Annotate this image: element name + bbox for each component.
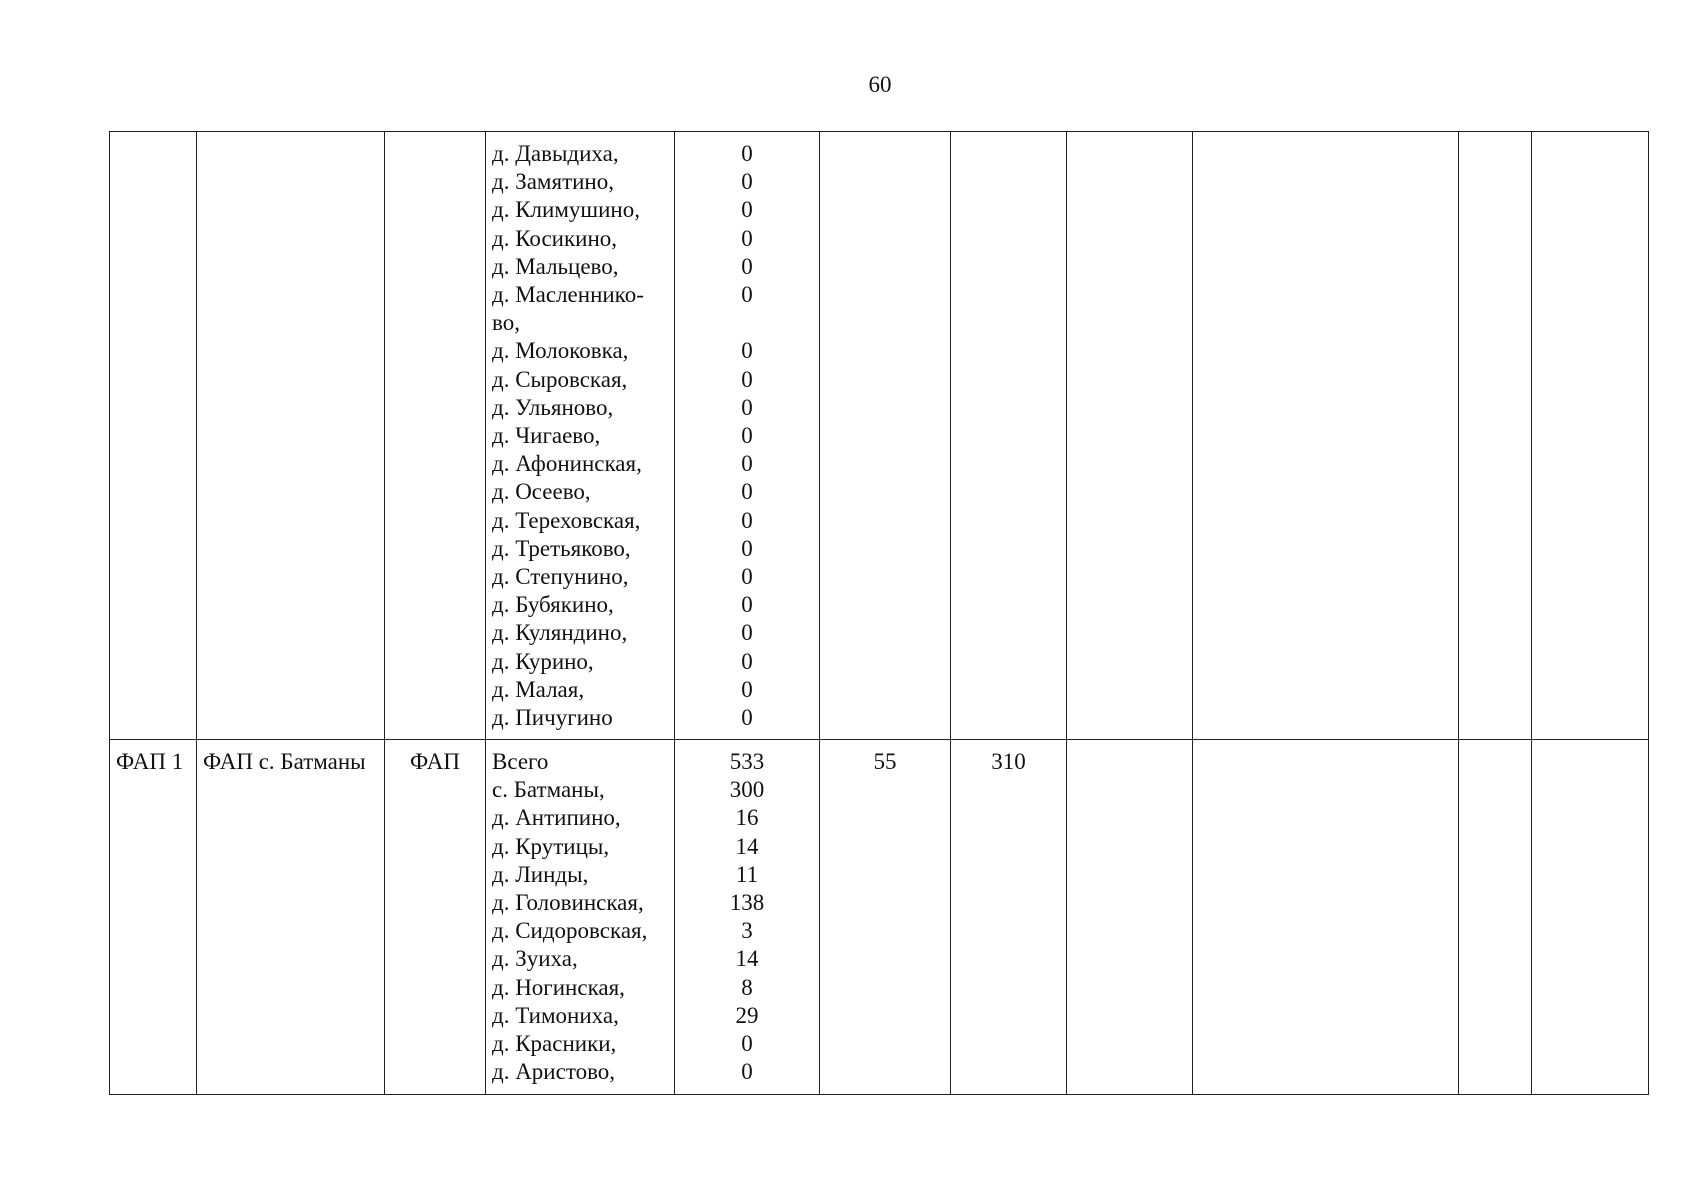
settlement-name: д. Афонинская, [492,451,642,477]
settlement-name: д. Пичугино [492,705,613,731]
population-value: 0 [741,676,753,702]
settlement-name: д. Третьяково, [492,535,631,561]
settlement-name: д. Антипино, [492,805,621,831]
population-value: 0 [741,366,753,392]
population-value: 11 [735,861,759,887]
column-7-cell [951,132,1067,740]
population-value: 0 [741,394,753,420]
population-value: 0 [741,253,753,279]
population-value: 0 [741,535,753,561]
population-value: 0 [741,451,753,477]
population-value: 0 [741,564,753,590]
facility-name-cell [197,132,385,740]
settlement-name: д. Зуиха, [492,946,578,972]
settlement-name: д. Давыдиха, [492,141,619,166]
population-value: 0 [741,423,753,449]
table-row [110,132,1649,740]
population-value: 0 [741,1059,753,1085]
population-value: 0 [741,705,753,731]
settlement-name: д. Ульяново, [492,394,614,420]
settlement-name: д. Замятино, [492,169,614,195]
column-6-cell [820,132,951,740]
settlement-name: д. Аристово, [492,1059,616,1085]
facility-name-cell: ФАП с. Батманы [197,740,385,1095]
population-value: 0 [741,338,753,364]
settlement-name: д. Сыровская, [492,366,628,392]
population-value: 0 [741,479,753,505]
settlement-name: д. Чигаево, [492,423,601,449]
population-value: 0 [741,507,753,533]
table-body [110,132,1649,1095]
empty-cell [1532,132,1649,740]
settlement-name: д. Климушино, [492,197,640,223]
population-value: 0 [741,620,753,646]
settlement-name: с. Батманы, [492,777,605,803]
settlement-name: д. Крутицы, [492,833,610,859]
settlements-cell [486,740,675,1095]
facility-code-cell [110,132,197,740]
population-value: 0 [741,169,753,195]
settlement-name: во, [492,310,520,336]
column-6-cell: 55 [820,740,951,1095]
settlement-name: д. Молоковка, [492,338,629,364]
settlement-name: д. Тимониха, [492,1002,619,1028]
settlement-name: д. Красники, [492,1031,617,1057]
population-value: 8 [741,974,753,1000]
population-value: 14 [735,946,759,972]
settlement-name: д. Тереховская, [492,507,641,533]
settlement-name: Всего [492,749,549,774]
population-cell [675,740,820,1095]
settlement-name: д. Куляндино, [492,620,628,646]
population-value: 533 [729,749,765,774]
empty-cell [1193,740,1459,1095]
population-value: 0 [741,592,753,618]
population-value: 138 [729,890,765,916]
settlement-name: д. Масленнико- [492,282,644,308]
population-value: 0 [741,282,753,308]
settlement-name: д. Осеево, [492,479,591,505]
settlement-name: д. Курино, [492,648,594,674]
settlement-name: д. Бубякино, [492,592,614,618]
empty-cell [1459,132,1532,740]
population-value: 14 [735,833,759,859]
population-value: 300 [729,777,765,803]
population-value: 0 [741,648,753,674]
empty-cell [1193,132,1459,740]
settlement-name: д. Ногинская, [492,974,625,1000]
facility-code-cell: ФАП 1 [110,740,197,1095]
facility-type-cell: ФАП [385,740,486,1095]
empty-cell [1067,740,1193,1095]
population-cell [675,132,820,740]
population-value [681,309,813,337]
settlement-name: д. Линды, [492,861,589,887]
settlement-name: д. Сидоровская, [492,918,648,944]
population-value: 0 [741,1031,753,1057]
settlements-cell [486,132,675,740]
facilities-table [109,131,1649,1095]
population-value: 16 [735,805,759,831]
population-value: 0 [741,141,753,166]
empty-cell [1459,740,1532,1095]
settlement-name: д. Степунино, [492,564,629,590]
page-number: 60 [868,72,892,97]
population-value: 3 [741,918,753,944]
empty-cell [1532,740,1649,1095]
settlement-name: д. Мальцево, [492,253,619,279]
population-value: 0 [741,225,753,251]
population-value: 0 [741,197,753,223]
settlement-name: д. Косикино, [492,225,618,251]
empty-cell [1067,132,1193,740]
facility-type-cell [385,132,486,740]
settlement-name: д. Головинская, [492,890,644,916]
settlement-name: д. Малая, [492,676,585,702]
population-value: 29 [735,1002,759,1028]
column-7-cell: 310 [951,740,1067,1095]
table-row [110,740,1649,1095]
